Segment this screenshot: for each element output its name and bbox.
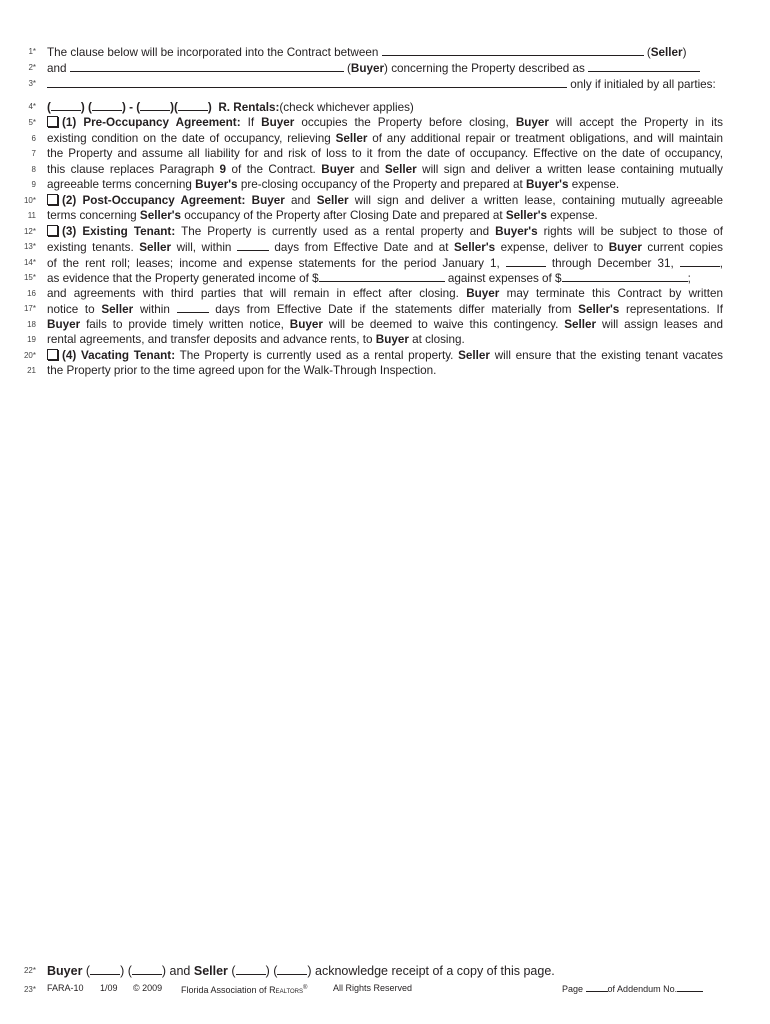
line-5: 5* (1) Pre-Occupancy Agreement: If Buyer occupies the Property before closing, Buyer will accept the Property in its [0,115,770,130]
line-13: 13* existing tenants. Seller will, within days from Effective Date and at Seller's expense, deliver to Buyer current copies [0,239,770,254]
line-16: 16 and agreements with third parties that will remain in effect after closing. Buyer may terminate this Contract by written [0,286,770,301]
organization: Florida Association of Realtors® [181,985,308,995]
line-number: 22* [23,966,36,975]
line-number: 2* [28,63,36,72]
property-description-blank-2[interactable] [47,76,567,88]
form-number: FARA-10 [47,983,84,993]
seller-initial-blank-1[interactable] [236,963,266,975]
notice-days-blank[interactable] [177,301,209,313]
line-15: 15* as evidence that the Property generated income of $ against expenses of $ ; [0,270,770,285]
line-18: 18 Buyer fails to provide timely written notice, Buyer will be deemed to waive this contingency. Seller will assign leases and [0,317,770,332]
seller-initial-blank-2[interactable] [277,963,307,975]
form-date: 1/09 [100,983,118,993]
income-amount-blank[interactable] [319,270,445,282]
line-number: 3* [28,79,36,88]
line-20: 20* (4) Vacating Tenant: The Property is currently used as a rental property. Seller will ensure that the existing tenant vacates [0,348,770,363]
line-6: 6 existing condition on the date of occupancy, relieving Seller of any additional repair or treatment obligations, and will maintain [0,131,770,146]
vacating-tenant-heading: (4) Vacating Tenant: [62,349,176,362]
line-number: 14* [23,258,36,267]
line-number: 15* [23,273,36,282]
line-22-acknowledgment: 22* Buyer ( ) ( ) and Seller ( ) ( ) acknowledge receipt of a copy of this page. [0,963,770,978]
rights-reserved: All Rights Reserved [333,983,413,993]
line-number: 1* [28,47,36,56]
line-number: 13* [23,242,36,251]
line-10: 10* (2) Post-Occupancy Agreement: Buyer and Seller will sign and deliver a written lease, containing mutually agreeable [0,193,770,208]
line-12: 12* (3) Existing Tenant: The Property is currently used as a rental property and Buyer's rights will be subject to those of [0,224,770,239]
line-number: 8 [31,165,36,174]
buyer-initial-blank-1[interactable] [90,963,120,975]
pre-occupancy-heading: (1) Pre-Occupancy Agreement: [62,116,241,129]
post-occupancy-heading: (2) Post-Occupancy Agreement: [62,194,246,207]
line-number: 12* [23,227,36,236]
line-8: 8 this clause replaces Paragraph 9 of the Contract. Buyer and Seller will sign and deliver a written lease containing mutually [0,162,770,177]
line-number: 18 [27,320,36,329]
section-title: R. Rentals: [218,101,280,114]
vacating-tenant-checkbox[interactable] [47,349,58,360]
line-number: 10* [23,196,36,205]
line-number: 11 [27,211,36,220]
line-number: 17* [23,304,36,313]
line-14: 14* of the rent roll; leases; income and expense statements for the period January 1, through December 31, , [0,255,770,270]
existing-tenant-heading: (3) Existing Tenant: [62,225,176,238]
existing-tenant-checkbox[interactable] [47,225,58,236]
page-number-blank[interactable] [586,982,608,992]
line-21: 21 the Property prior to the time agreed upon for the Walk-Through Inspection. [0,363,770,378]
line-number: 21 [27,366,36,375]
initial-blank-1[interactable] [51,99,81,111]
line-number: 4* [28,102,36,111]
line-2: 2* and (Buyer) concerning the Property described as [0,60,770,75]
pre-occupancy-checkbox[interactable] [47,116,58,127]
line-number: 9 [31,180,36,189]
expenses-amount-blank[interactable] [562,270,688,282]
contract-intro-text: The clause below will be incorporated into the Contract between [47,46,379,59]
initial-blank-2[interactable] [92,99,122,111]
addendum-number-blank[interactable] [677,982,703,992]
footer [0,982,770,997]
seller-label: Seller [650,46,683,59]
buyer-label: Buyer [350,62,385,75]
line-9: 9 agreeable terms concerning Buyer's pre-closing occupancy of the Property and prepared at Buyer's expense. [0,177,770,192]
line-1: 1* The clause below will be incorporated into the Contract between (Seller) [0,44,770,59]
initial-blank-3[interactable] [140,99,170,111]
post-occupancy-checkbox[interactable] [47,194,58,205]
year-end-blank[interactable] [680,255,720,267]
year-start-blank[interactable] [506,255,546,267]
line-number: 16 [27,289,36,298]
line-number: 23* [23,985,36,994]
days-blank[interactable] [237,239,269,251]
line-7: 7 the Property and assume all liability for and risk of loss to it from the date of occupancy. Effective on the date of occupancy, [0,146,770,161]
line-number: 19 [27,335,36,344]
buyer-name-blank[interactable] [70,60,344,72]
line-17: 17* notice to Seller within days from Effective Date if the statements differ materially from Seller's representations. If [0,301,770,316]
line-number: 20* [23,351,36,360]
line-3: 3* only if initialed by all parties: [0,76,770,91]
line-number: 6 [31,134,36,143]
buyer-initial-blank-2[interactable] [132,963,162,975]
property-description-blank[interactable] [588,60,700,72]
line-number: 7 [31,149,36,158]
line-11: 11 terms concerning Seller's occupancy of the Property after Closing Date and prepared at Seller's expense. [0,208,770,223]
seller-name-blank[interactable] [382,44,644,56]
line-4: 4* ( ) ( ) - ( )( ) R. Rentals:(check whichever applies) [0,99,770,114]
page-of-addendum: Page of Addendum No. [562,982,703,995]
copyright: © 2009 [133,983,163,993]
line-number: 5* [28,118,36,127]
initial-blank-4[interactable] [178,99,208,111]
line-19: 19 rental agreements, and transfer deposits and advance rents, to Buyer at closing. [0,332,770,347]
